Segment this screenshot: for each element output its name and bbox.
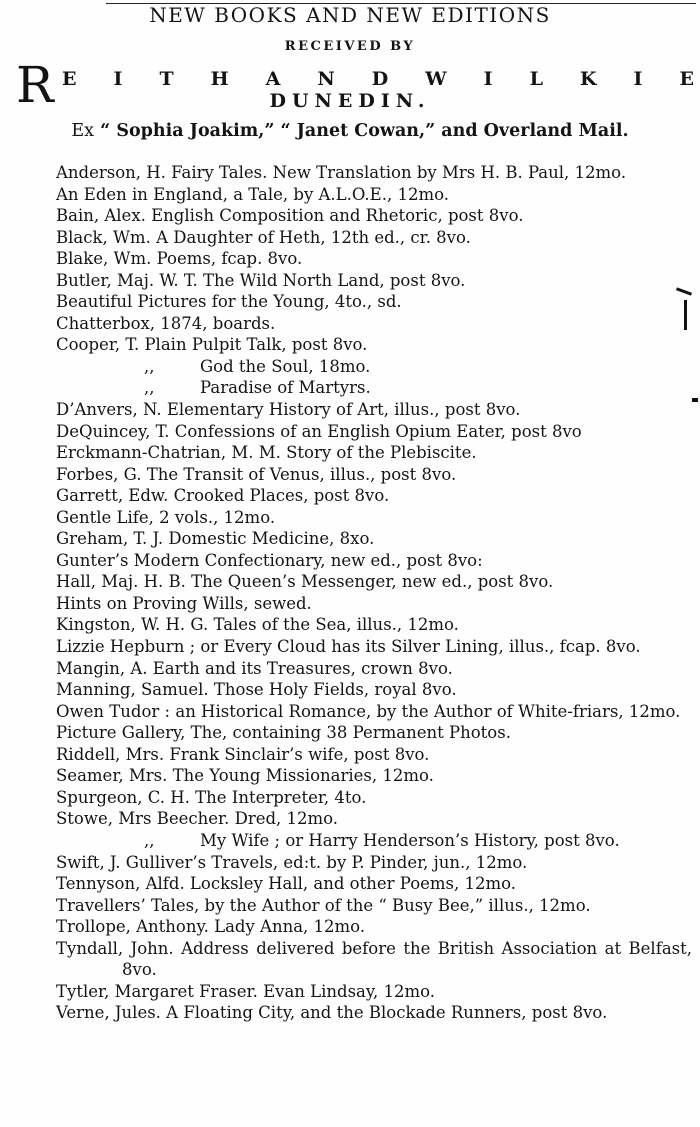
ditto-mark: ,, — [144, 356, 155, 376]
book-entry — [56, 377, 692, 399]
city: DUNEDIN. — [269, 90, 431, 112]
firm-name — [62, 68, 694, 90]
firm-letter: I — [113, 68, 123, 90]
book-entry: Mangin, A. Earth and its Treasures, crown 8vo. — [56, 658, 453, 678]
page-title: NEW BOOKS AND NEW EDITIONS — [149, 3, 551, 27]
book-list — [56, 162, 692, 1024]
firm-letter: N — [317, 68, 335, 90]
book-entry: Stowe, Mrs Beecher. Dred, 12mo. — [56, 809, 339, 829]
firm-letter: L — [529, 68, 543, 90]
book-entry: Greham, T. J. Domestic Medicine, 8xo. — [56, 529, 375, 549]
book-entry: Bain, Alex. English Composition and Rhetoric, post 8vo. — [56, 206, 524, 226]
ditto-mark: ,, — [144, 378, 155, 398]
book-entry: Tytler, Margaret Fraser. Evan Lindsay, 12mo. — [56, 981, 436, 1001]
book-entry: Spurgeon, C. H. The Interpreter, 4to. — [56, 787, 367, 807]
firm-initial: R — [16, 56, 54, 114]
book-entry: Riddell, Mrs. Frank Sinclair’s wife, post 8vo. — [56, 744, 430, 764]
firm-letter: E — [62, 68, 77, 90]
book-entry: Seamer, Mrs. The Young Missionaries, 12mo. — [56, 766, 434, 786]
book-entry — [56, 356, 692, 378]
book-entry: Manning, Samuel. Those Holy Fields, royal 8vo. — [56, 680, 457, 700]
book-entry: Picture Gallery, The, containing 38 Permanent Photos. — [56, 723, 511, 743]
book-entry: An Eden in England, a Tale, by A.L.O.E., 12mo. — [56, 184, 449, 204]
book-entry: Cooper, T. Plain Pulpit Talk, post 8vo. — [56, 335, 368, 355]
book-entry — [56, 830, 692, 852]
book-entry: Anderson, H. Fairy Tales. New Translation by Mrs H. B. Paul, 12mo. — [56, 163, 627, 182]
firm-letter: W — [425, 68, 447, 90]
firm-letter: H — [210, 68, 229, 90]
shipment-text: “ Sophia Joakim,” “ Janet Cowan,” and Overland Mail. — [100, 121, 629, 141]
book-entry-text: My Wife ; or Harry Henderson’s History, post 8vo. — [200, 830, 620, 850]
print-speck — [692, 398, 698, 402]
book-entry: Butler, Maj. W. T. The Wild North Land, post 8vo. — [56, 270, 466, 290]
book-entry: Hints on Proving Wills, sewed. — [56, 593, 312, 613]
book-entry: Tennyson, Alfd. Locksley Hall, and other Poems, 12mo. — [56, 874, 517, 894]
shipment-line — [0, 120, 700, 142]
book-entry: Forbes, G. The Transit of Venus, illus., post 8vo. — [56, 464, 457, 484]
received-by: RECEIVED BY — [284, 39, 416, 54]
book-entry: Beautiful Pictures for the Young, 4to., sd. — [56, 292, 402, 312]
firm-letter: A — [265, 68, 281, 90]
book-entry: Garrett, Edw. Crooked Places, post 8vo. — [56, 486, 390, 506]
book-entry: Erckmann-Chatrian, M. M. Story of the Plebiscite. — [56, 443, 477, 463]
book-entry: Gunter’s Modern Confectionary, new ed., post 8vo: — [56, 550, 483, 570]
shipment-prefix: Ex — [71, 121, 95, 141]
book-entry-text: God the Soul, 18mo. — [200, 356, 371, 376]
book-entry: Owen Tudor : an Historical Romance, by the Author of White-friars, 12mo. — [56, 701, 681, 721]
firm-letter: D — [371, 68, 389, 90]
firm-letter: I — [633, 68, 643, 90]
book-entry: Hall, Maj. H. B. The Queen’s Messenger, new ed., post 8vo. — [56, 572, 554, 592]
print-speck — [684, 300, 687, 330]
book-entry: Blake, Wm. Poems, fcap. 8vo. — [56, 249, 303, 269]
book-entry: Kingston, W. H. G. Tales of the Sea, illus., 12mo. — [56, 615, 459, 635]
firm-letter: E — [679, 68, 694, 90]
book-entry: Trollope, Anthony. Lady Anna, 12mo. — [56, 917, 366, 937]
book-entry: D’Anvers, N. Elementary History of Art, illus., post 8vo. — [56, 400, 521, 420]
firm-letter: I — [483, 68, 493, 90]
book-entry: Verne, Jules. A Floating City, and the Blockade Runners, post 8vo. — [56, 1003, 608, 1023]
firm-letter: K — [579, 68, 597, 90]
book-entry: Swift, J. Gulliver’s Travels, ed:t. by P. Pinder, jun., 12mo. — [56, 852, 528, 872]
book-entry: Gentle Life, 2 vols., 12mo. — [56, 507, 276, 527]
firm-letter: T — [159, 68, 174, 90]
book-entry: Lizzie Hepburn ; or Every Cloud has its Silver Lining, illus., fcap. 8vo. — [56, 637, 641, 657]
book-entry: Black, Wm. A Daughter of Heth, 12th ed., cr. 8vo. — [56, 227, 471, 247]
book-entry: Travellers’ Tales, by the Author of the “ Busy Bee,” illus., 12mo. — [56, 895, 591, 915]
book-entry-text: Paradise of Martyrs. — [200, 378, 371, 398]
book-entry: Tyndall, John. Address delivered before the British Association at Belfast, 8vo. — [56, 938, 692, 980]
book-entry: DeQuincey, T. Confessions of an English Opium Eater, post 8vo — [56, 421, 582, 441]
book-entry: Chatterbox, 1874, boards. — [56, 313, 276, 333]
ditto-mark: ,, — [144, 830, 155, 850]
